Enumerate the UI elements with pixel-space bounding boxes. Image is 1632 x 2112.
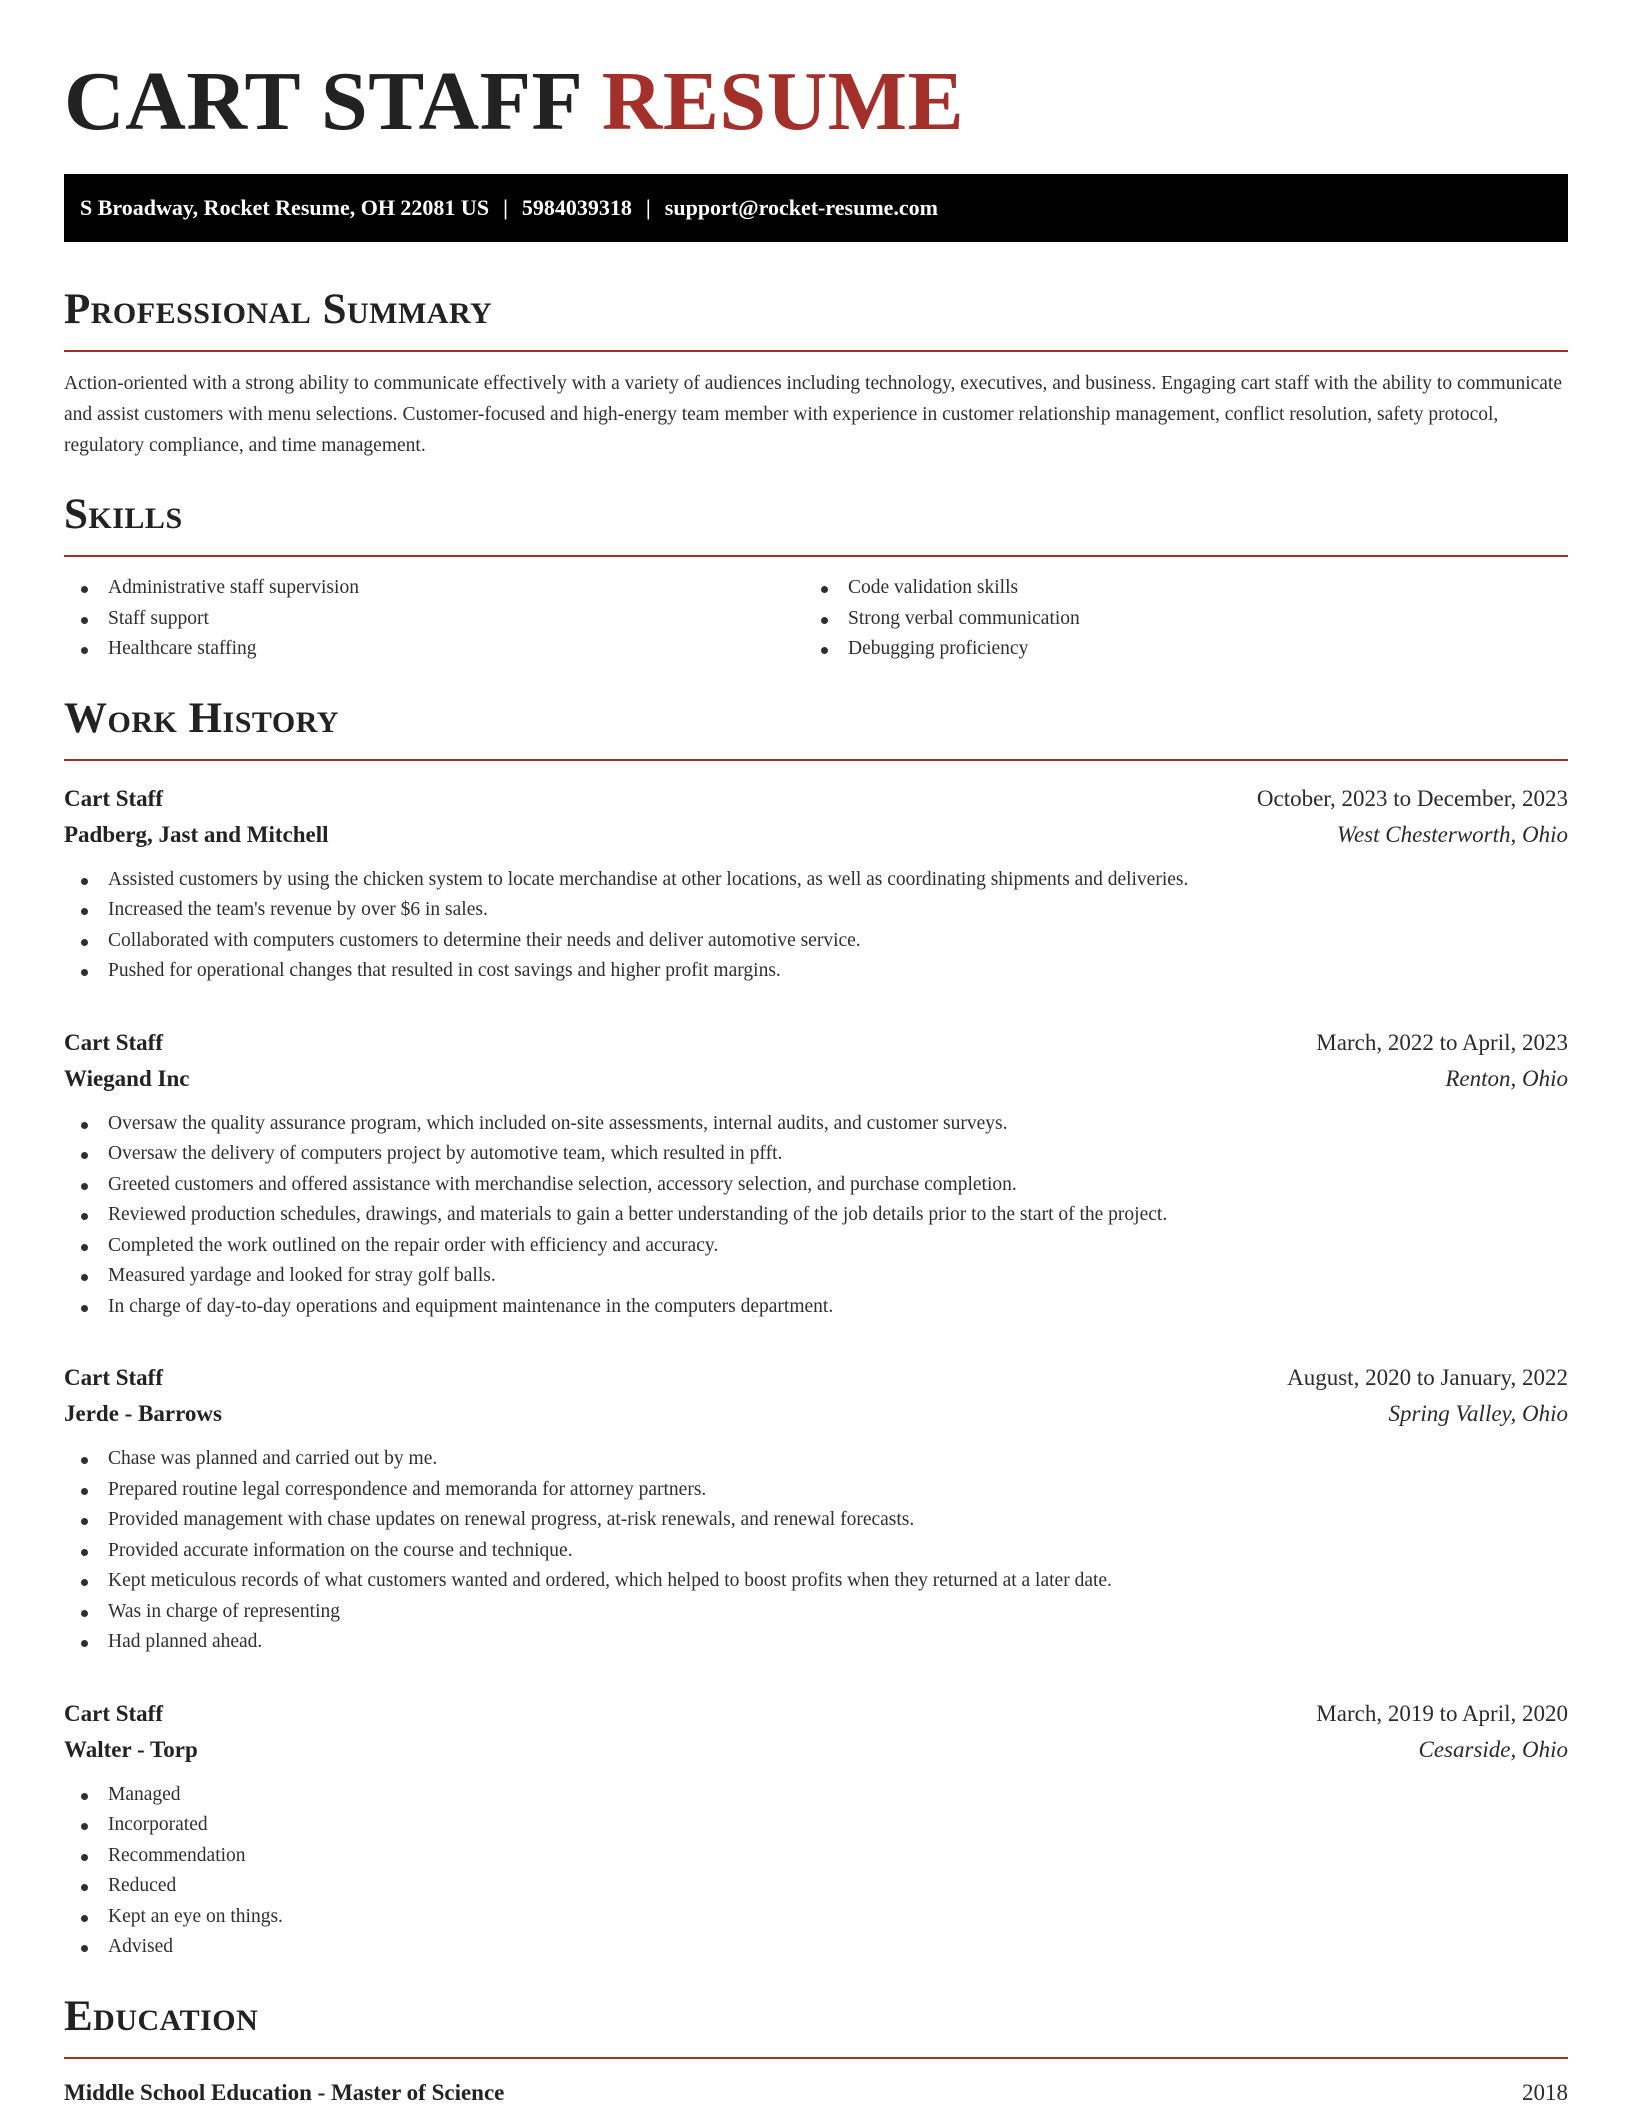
- job-bullet: Provided accurate information on the course and technique.: [64, 1536, 1568, 1567]
- contact-separator: |: [503, 195, 508, 220]
- education-entry: [64, 2075, 1568, 2111]
- job-dates: October, 2023 to December, 2023: [1256, 785, 1568, 811]
- job-bullet: Reduced: [64, 1871, 1568, 1902]
- job-dates: March, 2019 to April, 2020: [1316, 1700, 1568, 1726]
- job-bullet: Provided management with chase updates on renewal progress, at-risk renewals, and renewal forecasts.: [64, 1505, 1568, 1536]
- title-accent: RESUME: [601, 55, 965, 148]
- job-bullet: Chase was planned and carried out by me.: [64, 1444, 1568, 1475]
- work-history-heading: Work History: [64, 695, 1568, 761]
- education-year: 2018: [1522, 2079, 1568, 2105]
- job-location: Renton, Ohio: [1445, 1065, 1568, 1091]
- job-location: Cesarside, Ohio: [1418, 1736, 1568, 1762]
- skills-list: [64, 573, 1568, 665]
- job-company: Jerde - Barrows: [64, 1401, 222, 1426]
- resume-page: [64, 52, 1568, 2111]
- job-bullet: Kept meticulous records of what customers wanted and ordered, which helped to boost profits when they returned at a later date.: [64, 1566, 1568, 1597]
- job-bullet: Managed: [64, 1780, 1568, 1811]
- skill-item: Code validation skills: [804, 573, 1544, 604]
- education-heading: Education: [64, 1993, 1568, 2059]
- job-bullet: Measured yardage and looked for stray golf balls.: [64, 1261, 1568, 1292]
- job-bullet: Assisted customers by using the chicken system to locate merchandise at other locations, as well as coordinating shipments and deliveries.: [64, 865, 1568, 896]
- job-entry: [64, 1696, 1568, 1963]
- skills-heading: Skills: [64, 491, 1568, 557]
- summary-text: Action-oriented with a strong ability to communicate effectively with a variety of audiences including technology, executives, and business. Engaging cart staff with the ability to communicate and assist customers with menu selections. Customer-focused and high-energy team member with experience in customer relationship management, conflict resolution, safety protocol, regulatory compliance, and time management.: [64, 373, 1563, 456]
- job-bullet: In charge of day-to-day operations and equipment maintenance in the computers department.: [64, 1292, 1568, 1323]
- job-bullet: Increased the team's revenue by over $6 in sales.: [64, 895, 1568, 926]
- job-bullet: Greeted customers and offered assistance with merchandise selection, accessory selection, and purchase completion.: [64, 1170, 1568, 1201]
- skill-item: Administrative staff supervision: [64, 573, 804, 604]
- skill-item: Healthcare staffing: [64, 634, 804, 665]
- education-degree: Middle School Education - Master of Science: [64, 2079, 505, 2105]
- job-dates: March, 2022 to April, 2023: [1316, 1029, 1568, 1055]
- contact-bar: [64, 174, 1568, 242]
- contact-separator: |: [645, 195, 651, 220]
- job-company: Wiegand Inc: [64, 1065, 190, 1091]
- job-title: Cart Staff: [64, 785, 163, 811]
- job-entry: [64, 1360, 1568, 1658]
- skills-column-right: [804, 573, 1544, 665]
- job-bullet: Kept an eye on things.: [64, 1902, 1568, 1933]
- contact-phone: 5984039318: [521, 195, 632, 220]
- summary-heading: Professional Summary: [64, 286, 1568, 352]
- skill-item: Debugging proficiency: [804, 634, 1544, 665]
- job-bullet: Collaborated with computers customers to determine their needs and deliver automotive service.: [64, 926, 1568, 957]
- job-bullet: Reviewed production schedules, drawings, and materials to gain a better understanding of the job details prior to the start of the project.: [64, 1200, 1568, 1231]
- job-bullet: Completed the work outlined on the repair order with efficiency and accuracy.: [64, 1231, 1568, 1262]
- skills-column-left: [64, 573, 804, 665]
- skill-item: Strong verbal communication: [804, 604, 1544, 635]
- resume-title: [64, 52, 1568, 152]
- job-title: Cart Staff: [64, 1029, 163, 1055]
- job-entry: [64, 1025, 1568, 1323]
- contact-email: support@rocket-resume.com: [664, 195, 938, 220]
- job-title: Cart Staff: [64, 1700, 163, 1726]
- job-company: Padberg, Jast and Mitchell: [64, 821, 329, 847]
- job-bullet: Oversaw the quality assurance program, which included on-site assessments, internal audits, and customer surveys.: [64, 1109, 1568, 1140]
- job-entry: [64, 781, 1568, 987]
- job-company: Walter - Torp: [64, 1736, 198, 1762]
- job-location: West Chesterworth, Ohio: [1336, 821, 1568, 847]
- job-dates: August, 2020 to January, 2022: [1287, 1365, 1568, 1390]
- job-location: Spring Valley, Ohio: [1388, 1401, 1568, 1426]
- job-bullet: Pushed for operational changes that resulted in cost savings and higher profit margins.: [64, 956, 1568, 987]
- job-bullet: Oversaw the delivery of computers project by automotive team, which resulted in pfft.: [64, 1139, 1568, 1170]
- job-title: Cart Staff: [64, 1365, 163, 1390]
- contact-address: S Broadway, Rocket Resume, OH 22081 US: [80, 195, 490, 220]
- job-bullet: Incorporated: [64, 1810, 1568, 1841]
- job-bullet: Recommendation: [64, 1841, 1568, 1872]
- job-bullet: Had planned ahead.: [64, 1627, 1568, 1658]
- job-bullet: Advised: [64, 1932, 1568, 1963]
- job-bullet: Prepared routine legal correspondence and memoranda for attorney partners.: [64, 1475, 1568, 1506]
- title-main: CART STAFF: [64, 55, 581, 148]
- job-bullet: Was in charge of representing: [64, 1597, 1568, 1628]
- skill-item: Staff support: [64, 604, 804, 635]
